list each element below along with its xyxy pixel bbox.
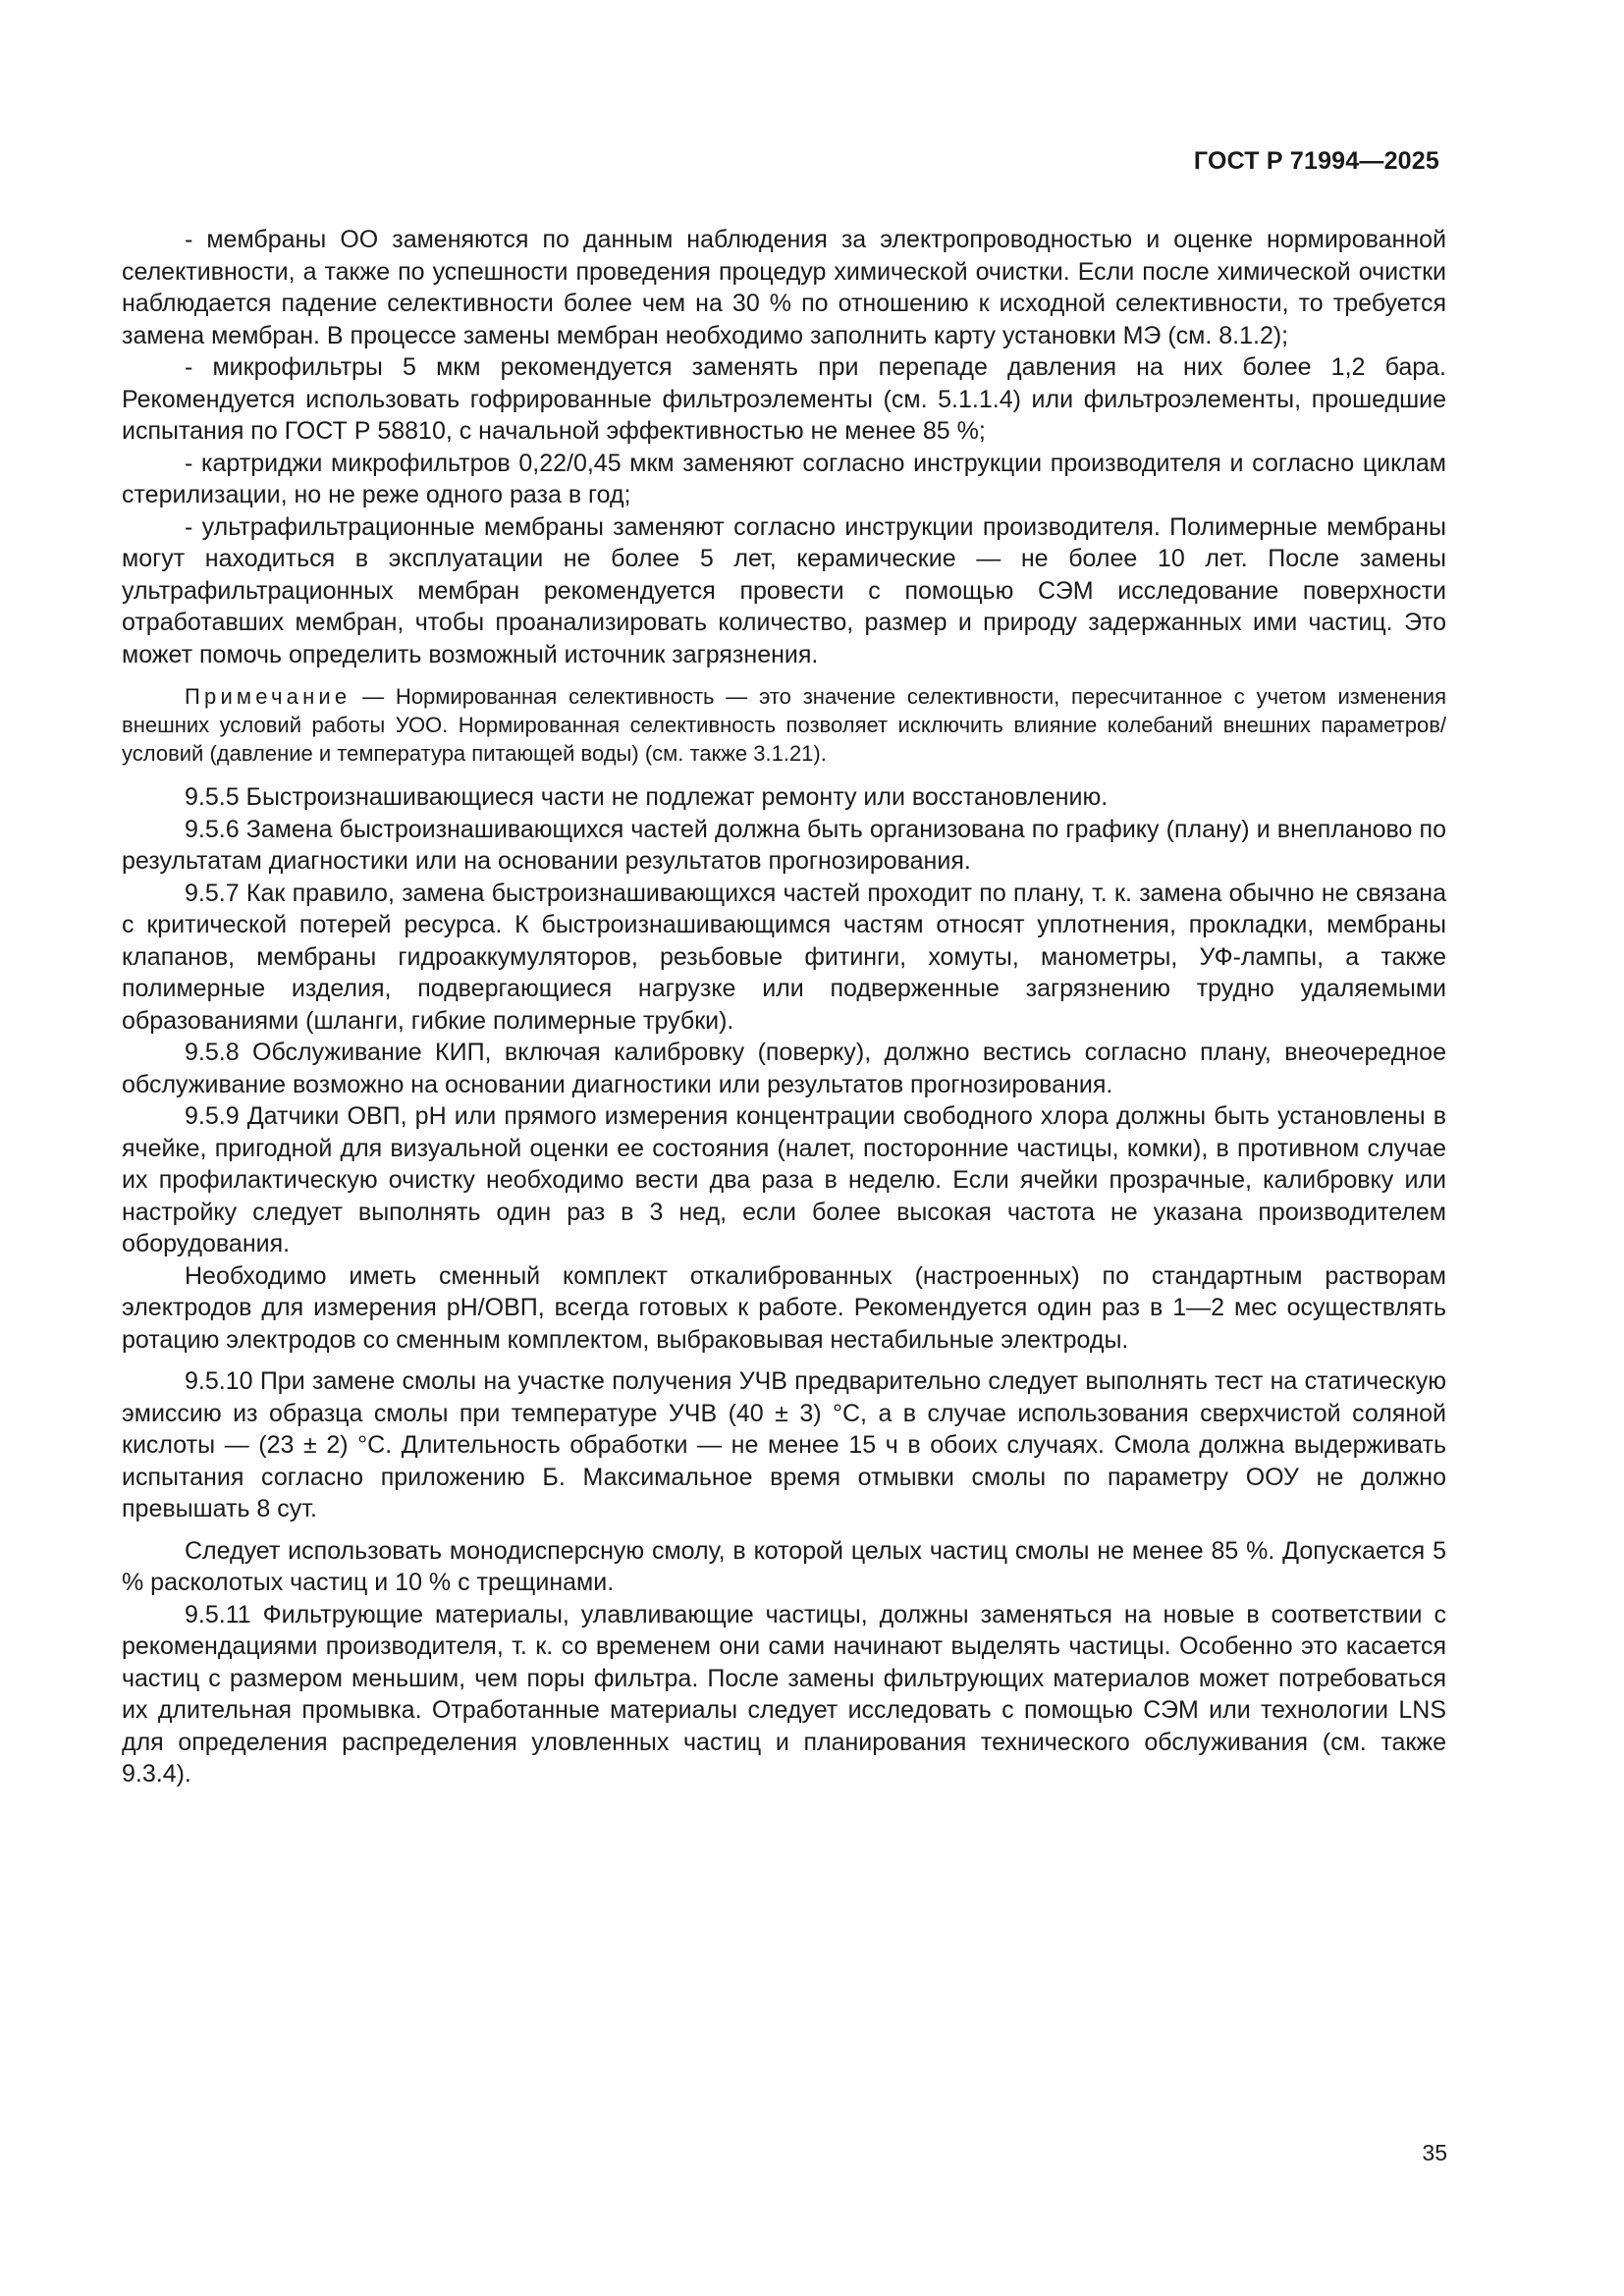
list-item: - ультрафильтрационные мембраны заменяют согласно инструкции производителя. Полимерные мембраны могут находиться в эксплуатации не более 5 лет, керамические — не более 10 лет. После замены ультрафильтрационных мембран рекомендуется провести с помощью СЭМ исследование поверхности отработавших мембран, чтобы проанализировать количество, размер и природу задержанных ими частиц. Это может помочь определить возможный источник загрязнения. <box>122 512 1446 668</box>
page-number: 35 <box>1422 2140 1447 2165</box>
list-item: - картриджи микрофильтров 0,22/0,45 мкм заменяют согласно инструкции производителя и согласно циклам стерилизации, но не реже одного раза в год; <box>122 449 1446 508</box>
list-item: - микрофильтры 5 мкм рекомендуется заменять при перепаде давления на них более 1,2 бара. Рекомендуется использовать гофрированные фильтроэлементы (см. 5.1.1.4) или фильтроэлементы, прошедшие испытания по ГОСТ Р 58810, с начальной эффективностью не менее 85 %; <box>122 353 1446 445</box>
paragraph-9-5-7: 9.5.7 Как правило, замена быстроизнашивающихся частей проходит по плану, т. к. замена обычно не связана с критической потерей ресурса. К быстроизнашивающимся частям относят уплотнения, прокладки, мембраны клапанов, мембраны гидроаккумуляторов, резьбовые фитинги, хомуты, манометры, УФ-лампы, а также полимерные изделия, подвергающиеся нагрузке или подверженные загрязнению трудно удаляемыми образованиями (шланги, гибкие полимерные трубки). <box>122 879 1446 1035</box>
paragraph-9-5-8: 9.5.8 Обслуживание КИП, включая калибровку (поверку), должно вестись согласно плану, внеочередное обслуживание возможно на основании диагностики или результатов прогнозирования. <box>122 1039 1446 1098</box>
paragraph-monodisperse-resin: Следует использовать монодисперсную смолу, в которой целых частиц смолы не менее 85 %. Допускается 5 % расколотых частиц и 10 % с трещинами. <box>122 1536 1446 1596</box>
paragraph-9-5-9: 9.5.9 Датчики ОВП, pH или прямого измерения концентрации свободного хлора должны быть установлены в ячейке, пригодной для визуальной оценки ее состояния (налет, посторонние частицы, комки), в противном случае их профилактическую очистку необходимо вести два раза в неделю. Если ячейки прозрачные, калибровку или настройку следует выполнять один раз в 3 нед, если более высокая частота не указана производителем оборудования. <box>122 1102 1446 1257</box>
paragraph-9-5-5: 9.5.5 Быстроизнашивающиеся части не подлежат ремонту или восстановлению. <box>185 783 1109 811</box>
note-text: — Нормированная селективность — это значение селективности, пересчитанное с учетом изменения внешних условий работы УОО. Нормированная селективность позволяет исключить влияние колебаний внешних параметров/условий (давление и температура питающей воды) (см. также 3.1.21). <box>122 684 1446 766</box>
document-header-id: ГОСТ Р 71994—2025 <box>1193 147 1439 175</box>
paragraph-9-5-10: 9.5.10 При замене смолы на участке получения УЧВ предварительно следует выполнять тест на статическую эмиссию из образца смолы при температуре УЧВ (40 ± 3) °С, а в случае использования сверхчистой соляной кислоты — (23 ± 2) °С. Длительность обработки — не менее 15 ч в обоих случаях. Смола должна выдерживать испытания согласно приложению Б. Максимальное время отмывки смолы по параметру ООУ не должно превышать 8 сут. <box>122 1367 1446 1522</box>
note-block <box>122 682 1446 768</box>
document-body <box>122 224 1446 1790</box>
note-label: Примечание <box>185 684 352 709</box>
list-item: - мембраны ОО заменяются по данным наблюдения за электропроводностью и оценке нормированной селективности, а также по успешности проведения процедур химической очистки. Если после химической очистки наблюдается падение селективности более чем на 30 % по отношению к исходной селективности, то требуется замена мембран. В процессе замены мембран необходимо заполнить карту установки МЭ (см. 8.1.2); <box>122 226 1446 349</box>
paragraph-electrodes: Необходимо иметь сменный комплект откалиброванных (настроенных) по стандартным растворам электродов для измерения pH/ОВП, всегда готовых к работе. Рекомендуется один раз в 1—2 мес осуществлять ротацию электродов со сменным комплектом, выбраковывая нестабильные электроды. <box>122 1261 1446 1354</box>
paragraph-9-5-11: 9.5.11 Фильтрующие материалы, улавливающие частицы, должны заменяться на новые в соответствии с рекомендациями производителя, т. к. со временем они сами начинают выделять частицы. Особенно это касается частиц с размером меньшим, чем поры фильтра. После замены фильтрующих материалов может потребоваться их длительная промывка. Отработанные материалы следует исследовать с помощью СЭМ или технологии LNS для определения распределения уловленных частиц и планирования технического обслуживания (см. также 9.3.4). <box>122 1600 1446 1788</box>
paragraph-9-5-6: 9.5.6 Замена быстроизнашивающихся частей должна быть организована по графику (плану) и внепланово по результатам диагностики или на основании результатов прогнозирования. <box>122 815 1446 875</box>
